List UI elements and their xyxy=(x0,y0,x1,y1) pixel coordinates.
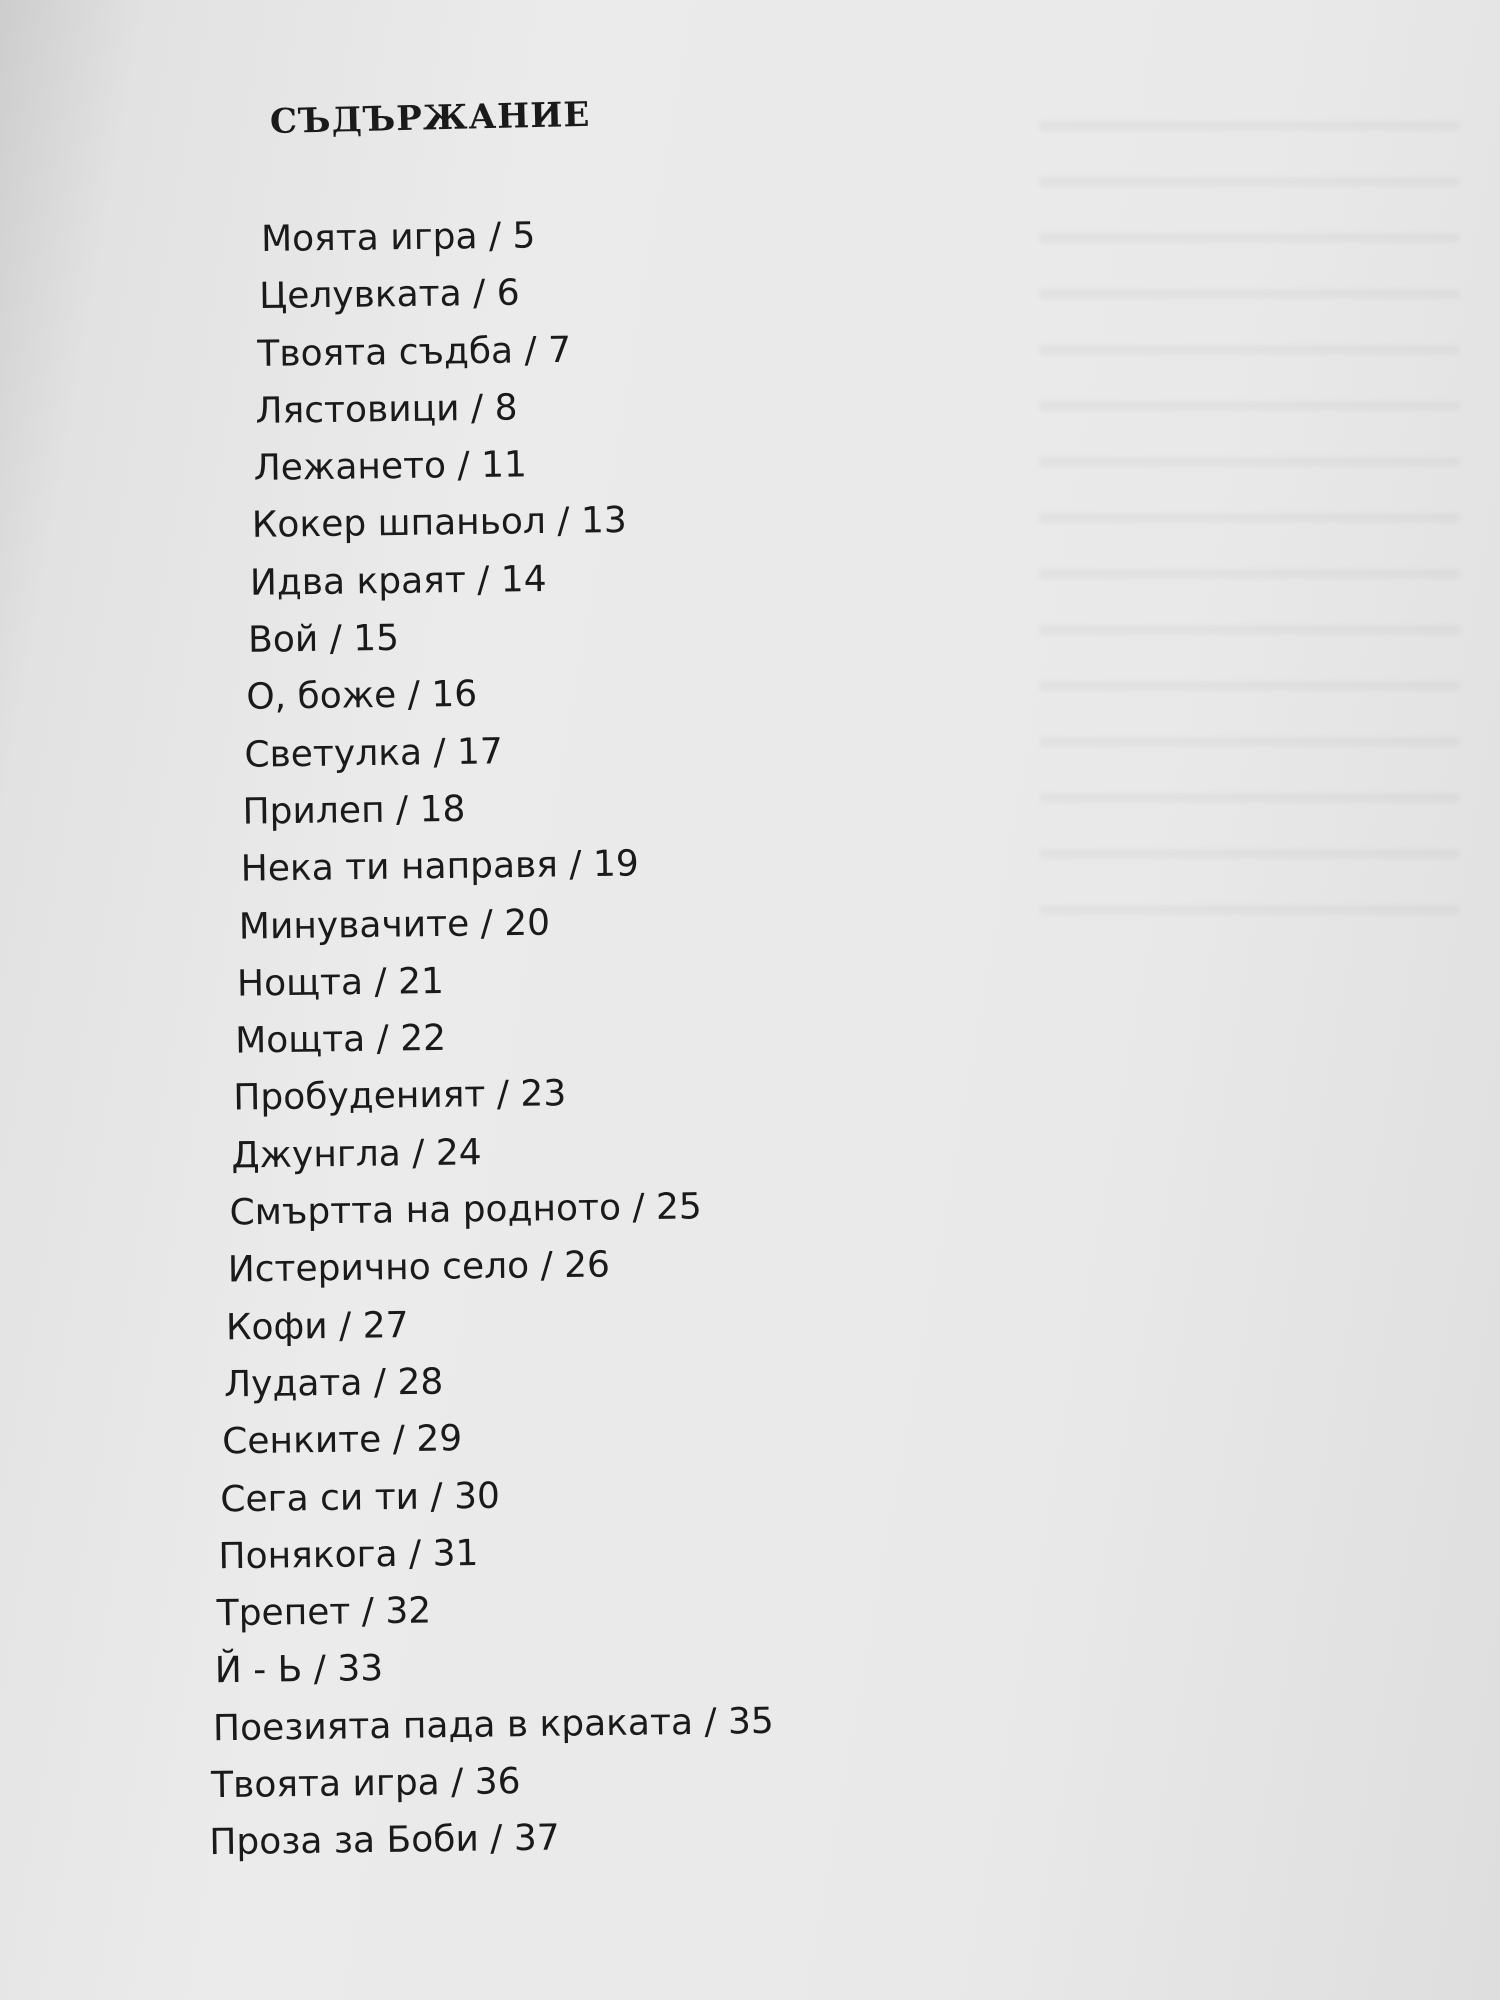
toc-entry: Смъртта на родното / 25 xyxy=(229,1186,703,1234)
toc-entry: Лястовици / 8 xyxy=(255,387,518,432)
toc-entry: Сега си ти / 30 xyxy=(220,1475,501,1520)
bleed-through-text xyxy=(1040,100,1460,920)
toc-entry: Вой / 15 xyxy=(247,617,400,661)
toc-entry: Лудата / 28 xyxy=(223,1361,444,1406)
toc-entry: Понякога / 31 xyxy=(218,1532,479,1578)
toc-entry: Проза за Боби / 37 xyxy=(209,1817,560,1864)
toc-entry: Й - Ь / 33 xyxy=(214,1648,384,1692)
table-of-contents xyxy=(208,211,961,1894)
toc-entry: Кокер шпаньол / 13 xyxy=(251,500,627,547)
toc-entry: Целувката / 6 xyxy=(258,272,520,318)
toc-entry: Кофи / 27 xyxy=(225,1304,409,1349)
toc-entry: Лежането / 11 xyxy=(253,444,528,490)
toc-entry: Минувачите / 20 xyxy=(238,902,551,948)
page-title: СЪДЪРЖАНИЕ xyxy=(269,94,591,142)
toc-entry: Моята игра / 5 xyxy=(260,215,536,260)
toc-entry: Поезията пада в краката / 35 xyxy=(212,1700,775,1749)
toc-entry: Идва краят / 14 xyxy=(249,558,547,604)
toc-entry: Светулка / 17 xyxy=(244,731,504,776)
toc-entry: Нощта / 21 xyxy=(236,960,445,1005)
toc-entry: О, боже / 16 xyxy=(246,674,478,719)
toc-entry: Твоята съдба / 7 xyxy=(257,329,572,375)
toc-entry: Мощта / 22 xyxy=(234,1017,447,1062)
toc-entry: Джунгла / 24 xyxy=(231,1131,482,1177)
toc-entry: Пробуденият / 23 xyxy=(233,1073,567,1119)
toc-entry: Сенките / 29 xyxy=(221,1418,463,1463)
toc-entry: Трепет / 32 xyxy=(216,1590,432,1635)
toc-entry: Истерично село / 26 xyxy=(227,1244,611,1291)
toc-entry: Твоята игра / 36 xyxy=(210,1761,521,1807)
toc-entry: Прилеп / 18 xyxy=(242,788,466,833)
toc-entry: Нека ти направя / 19 xyxy=(240,843,639,890)
